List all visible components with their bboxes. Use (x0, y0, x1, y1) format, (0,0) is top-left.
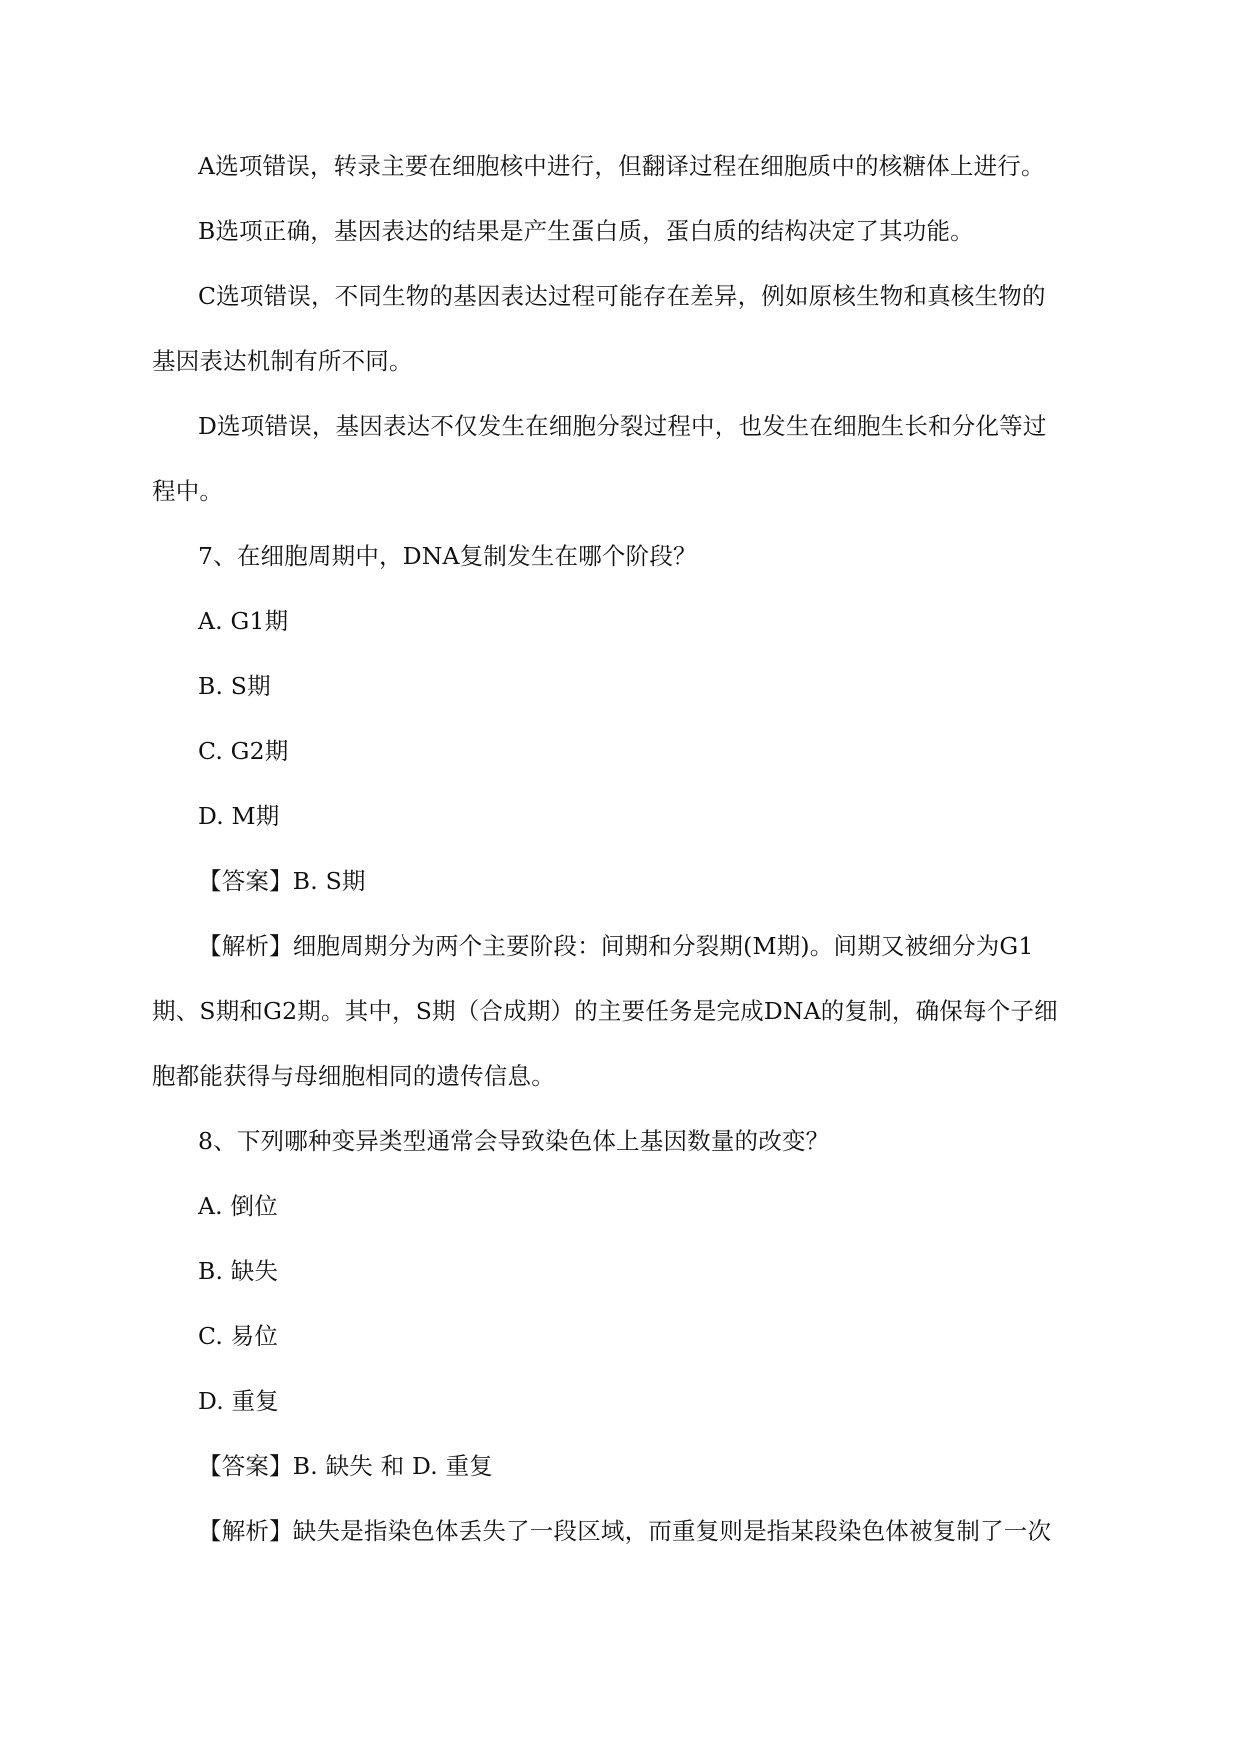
question-8-option-a: A. 倒位 (198, 1192, 278, 1220)
option-d-explanation-cont: 程中。 (152, 477, 224, 505)
question-7-answer: 【答案】B. S期 (198, 867, 366, 895)
option-b-explanation: B选项正确，基因表达的结果是产生蛋白质，蛋白质的结构决定了其功能。 (198, 217, 974, 245)
question-7-option-a: A. G1期 (198, 607, 289, 635)
question-8-option-b: B. 缺失 (198, 1257, 279, 1285)
question-7-analysis-cont-1: 期、S期和G2期。其中，S期（合成期）的主要任务是完成DNA的复制，确保每个子细 (152, 997, 1058, 1025)
option-c-explanation-cont: 基因表达机制有所不同。 (152, 347, 413, 375)
question-7-option-b: B. S期 (198, 672, 271, 700)
option-c-explanation: C选项错误，不同生物的基因表达过程可能存在差异，例如原核生物和真核生物的 (198, 282, 1046, 310)
option-a-explanation: A选项错误，转录主要在细胞核中进行，但翻译过程在细胞质中的核糖体上进行。 (198, 152, 1045, 180)
question-8-answer: 【答案】B. 缺失 和 D. 重复 (198, 1452, 493, 1480)
question-7-analysis: 【解析】细胞周期分为两个主要阶段：间期和分裂期(M期)。间期又被细分为G1 (198, 932, 1034, 960)
question-8-option-c: C. 易位 (198, 1322, 279, 1350)
document-body (152, 138, 1092, 1568)
question-7-analysis-cont-2: 胞都能获得与母细胞相同的遗传信息。 (152, 1062, 555, 1090)
question-7-option-d: D. M期 (198, 802, 280, 830)
question-8: 8、下列哪种变异类型通常会导致染色体上基因数量的改变？ (198, 1127, 830, 1155)
question-7: 7、在细胞周期中，DNA复制发生在哪个阶段？ (198, 542, 697, 570)
question-8-analysis: 【解析】缺失是指染色体丢失了一段区域，而重复则是指某段染色体被复制了一次 (198, 1517, 1052, 1545)
option-d-explanation: D选项错误，基因表达不仅发生在细胞分裂过程中，也发生在细胞生长和分化等过 (198, 412, 1047, 440)
question-8-option-d: D. 重复 (198, 1387, 279, 1415)
question-7-option-c: C. G2期 (198, 737, 289, 765)
